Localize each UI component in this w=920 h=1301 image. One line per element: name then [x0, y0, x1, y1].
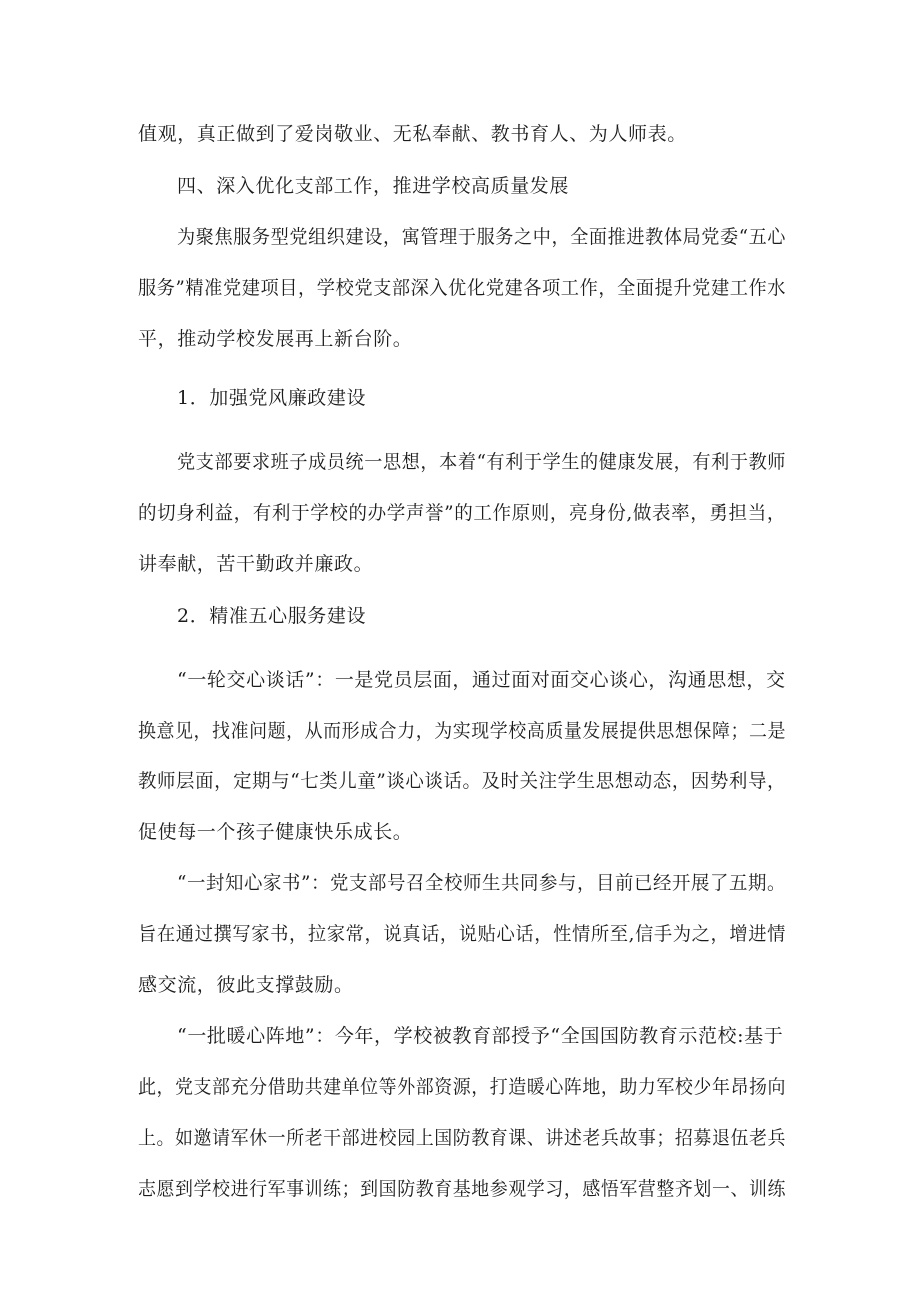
paragraph-line: “一轮交心谈话”：一是党员层面，通过面对面交心谈心，沟通思想，交 — [177, 669, 786, 691]
paragraph-line: 党支部要求班子成员统一思想，本着“有利于学生的健康发展，有利于教师 — [177, 451, 787, 473]
paragraph-line: 值观，真正做到了爱岗敬业、无私奉献、教书育人、为人师表。 — [138, 123, 687, 145]
paragraph-line: 讲奉献，苦干勤政并廉政。 — [138, 553, 374, 575]
paragraph-line: 促使每一个孩子健康快乐成长。 — [138, 821, 413, 843]
paragraph-line: 感交流，彼此支撑鼓励。 — [138, 974, 354, 996]
paragraph-line: 的切身利益，有利于学校的办学声誉”的工作原则，亮身份,做表率，勇担当， — [138, 502, 786, 524]
paragraph-line: 换意见，找准问题，从而形成合力，为实现学校高质量发展提供思想保障；二是 — [138, 720, 787, 742]
paragraph-line: 为聚焦服务型党组织建设，寓管理于服务之中，全面推进教体局党委“五心 — [177, 226, 787, 248]
paragraph-line: 上。如邀请军休一所老干部进校园上国防教育课、讲述老兵故事；招募退伍老兵 — [138, 1127, 787, 1149]
paragraph-line: 服务”精准党建项目，学校党支部深入优化党建各项工作，全面提升党建工作水 — [138, 277, 787, 299]
paragraph-line: “一封知心家书”：党支部号召全校师生共同参与，目前已经开展了五期。 — [177, 872, 787, 894]
subsection-heading: 2．精准五心服务建设 — [177, 605, 367, 627]
section-heading: 四、深入优化支部工作，推进学校高质量发展 — [177, 175, 570, 197]
paragraph-line: “一批暖心阵地”：今年，学校被教育部授予“全国国防教育示范校:基于 — [177, 1025, 784, 1047]
paragraph-line: 旨在通过撰写家书，拉家常，说真话，说贴心话，性情所至,信手为之，增进情 — [138, 923, 787, 945]
subsection-heading: 1．加强党风廉政建设 — [177, 387, 367, 409]
paragraph-line: 教师层面，定期与“七类儿童”谈心谈话。及时关注学生思想动态，因势利导， — [138, 770, 787, 792]
paragraph-line: 志愿到学校进行军事训练；到国防教育基地参观学习，感悟军营整齐划一、训练 — [138, 1178, 787, 1200]
paragraph-line: 此，党支部充分借助共建单位等外部资源，打造暖心阵地，助力军校少年昂扬向 — [138, 1076, 787, 1098]
paragraph-line: 平，推动学校发展再上新台阶。 — [138, 328, 413, 350]
